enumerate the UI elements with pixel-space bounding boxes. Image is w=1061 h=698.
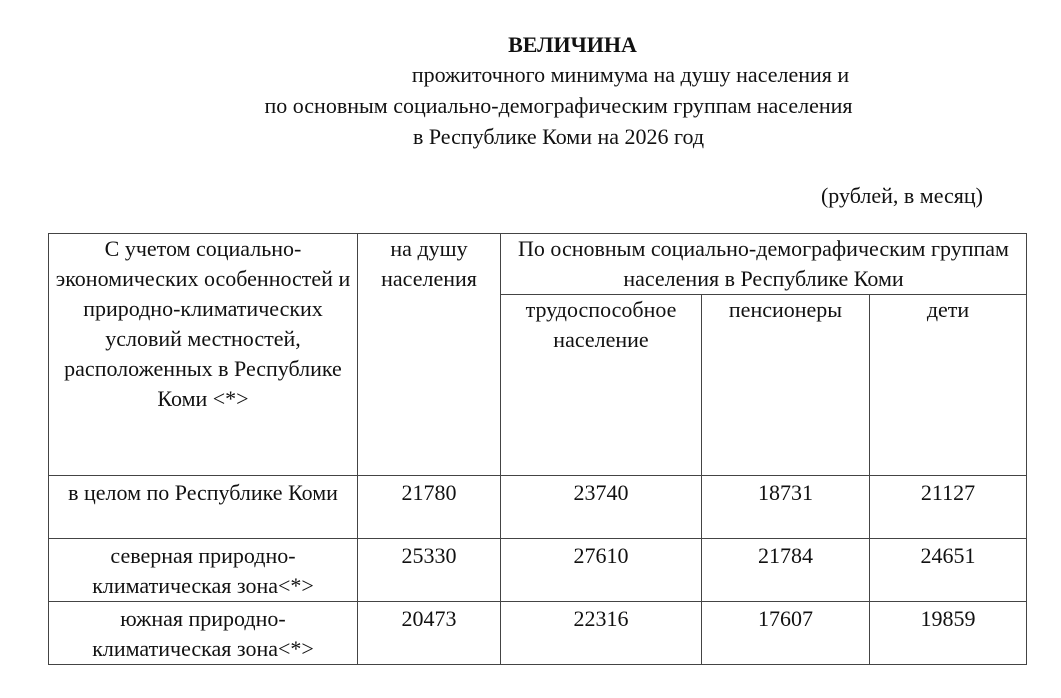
- cell-working: 22316: [501, 602, 702, 665]
- cell-pensioners: 18731: [702, 476, 870, 539]
- header-pensioners: пенсионеры: [702, 295, 870, 476]
- header-region: С учетом социально-экономических особенностей и природно-климатических условий местностей, расположенных в Республике Коми <*>: [49, 234, 358, 476]
- header-working: трудоспособное население: [501, 295, 702, 476]
- cell-region: северная природно-климатическая зона<*>: [49, 539, 358, 602]
- cell-per-capita: 25330: [358, 539, 501, 602]
- title-line-1: прожиточного минимума на душу населения и: [411, 62, 850, 87]
- header-children: дети: [870, 295, 1027, 476]
- cell-region: южная природно-климатическая зона<*>: [49, 602, 358, 665]
- cell-working: 23740: [501, 476, 702, 539]
- cell-pensioners: 17607: [702, 602, 870, 665]
- subsistence-minimum-table: [48, 233, 1027, 665]
- table-row: [49, 539, 1027, 602]
- document-title: ВЕЛИЧИНА: [508, 32, 637, 57]
- header-per-capita: на душу населения: [358, 234, 501, 476]
- cell-children: 19859: [870, 602, 1027, 665]
- cell-per-capita: 21780: [358, 476, 501, 539]
- title-line-2: по основным социально-демографическим группам населения: [264, 93, 853, 118]
- cell-working: 27610: [501, 539, 702, 602]
- header-groups-caption: По основным социально-демографическим группам населения в Республике Коми: [501, 234, 1027, 295]
- title-line-3: в Республике Коми на 2026 год: [412, 124, 705, 149]
- cell-pensioners: 21784: [702, 539, 870, 602]
- cell-children: 21127: [870, 476, 1027, 539]
- cell-per-capita: 20473: [358, 602, 501, 665]
- table-row: [49, 476, 1027, 539]
- table-row: [49, 602, 1027, 665]
- cell-children: 24651: [870, 539, 1027, 602]
- unit-note: (рублей, в месяц): [820, 183, 983, 208]
- cell-region: в целом по Республике Коми: [49, 476, 358, 539]
